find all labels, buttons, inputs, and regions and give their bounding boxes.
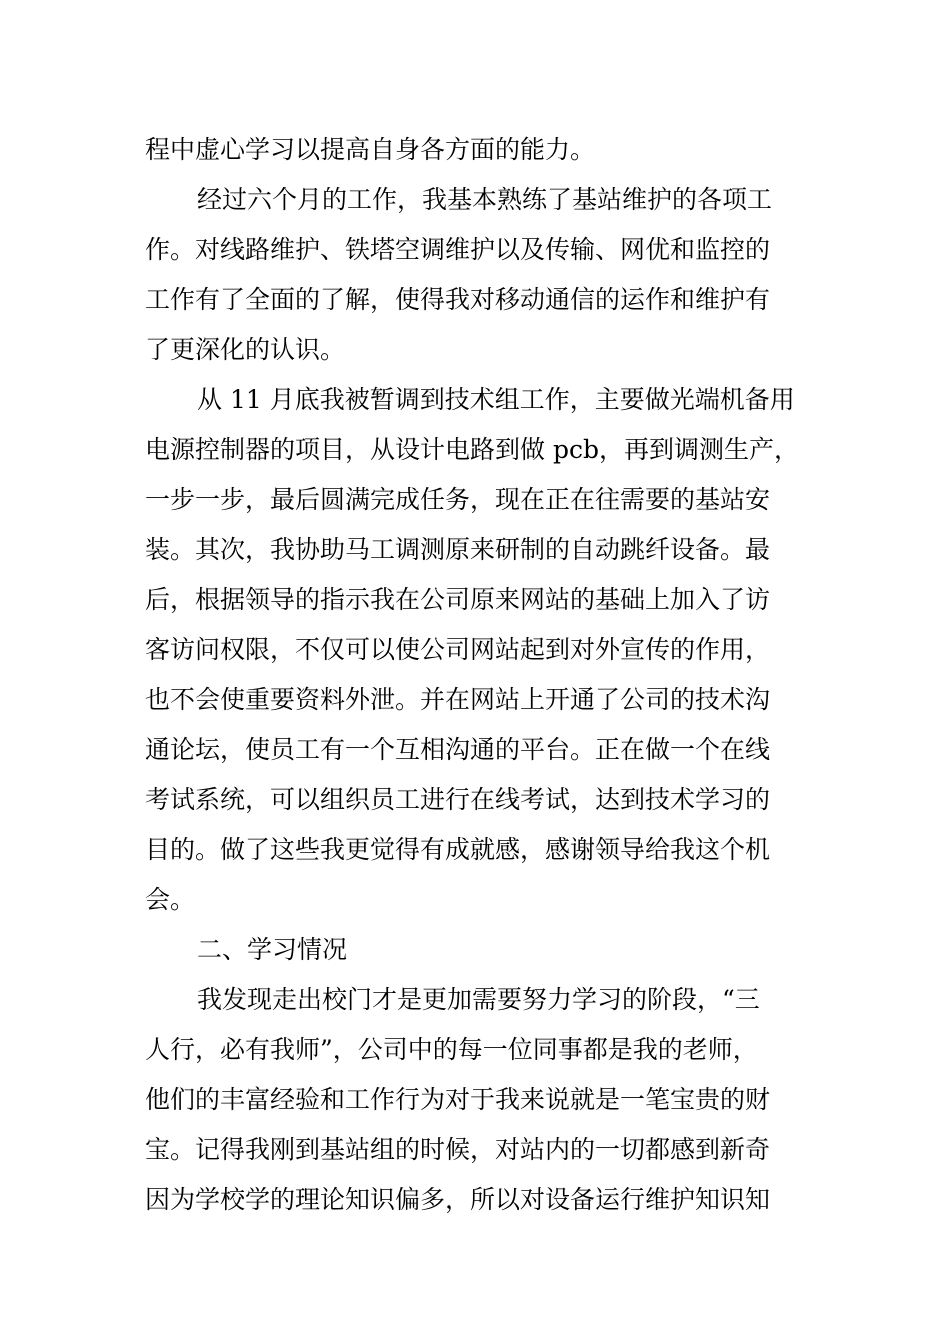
section-heading: 二、学习情况: [197, 935, 348, 964]
text-line: 后，根据领导的指示我在公司原来网站的基础上加入了访: [145, 585, 771, 614]
text-line: 一步一步，最后圆满完成任务，现在正在往需要的基站安: [145, 485, 771, 514]
text-line: 装。其次，我协助马工调测原来研制的自动跳纤设备。最: [145, 535, 771, 564]
text-line: 从 11 月底我被暂调到技术组工作，主要做光端机备用: [197, 385, 795, 414]
text-line: 电源控制器的项目，从设计电路到做 pcb，再到调测生产，: [145, 435, 799, 464]
text-line: 他们的丰富经验和工作行为对于我来说就是一笔宝贵的财: [145, 1085, 771, 1114]
text-line: 人行，必有我师”，公司中的每一位同事都是我的老师，: [145, 1035, 758, 1064]
text-line: 考试系统，可以组织员工进行在线考试，达到技术学习的: [145, 785, 771, 814]
text-line: 宝。记得我刚到基站组的时候，对站内的一切都感到新奇: [145, 1135, 771, 1164]
text-line: 工作有了全面的了解，使得我对移动通信的运作和维护有: [145, 285, 771, 314]
text-line: 我发现走出校门才是更加需要努力学习的阶段，“三: [197, 985, 760, 1014]
text-line: 目的。做了这些我更觉得有成就感，感谢领导给我这个机: [145, 835, 771, 864]
text-line: 程中虚心学习以提高自身各方面的能力。: [145, 135, 596, 164]
text-line: 因为学校学的理论知识偏多，所以对设备运行维护知识知: [145, 1185, 771, 1214]
text-line: 也不会使重要资料外泄。并在网站上开通了公司的技术沟: [145, 685, 771, 714]
text-line: 会。: [145, 885, 196, 914]
text-line: 经过六个月的工作，我基本熟练了基站维护的各项工: [197, 185, 773, 214]
text-line: 了更深化的认识。: [145, 335, 346, 364]
text-line: 作。对线路维护、铁塔空调维护以及传输、网优和监控的: [145, 235, 771, 264]
text-line: 通论坛，使员工有一个互相沟通的平台。正在做一个在线: [145, 735, 771, 764]
text-line: 客访问权限，不仅可以使公司网站起到对外宣传的作用，: [145, 635, 771, 664]
